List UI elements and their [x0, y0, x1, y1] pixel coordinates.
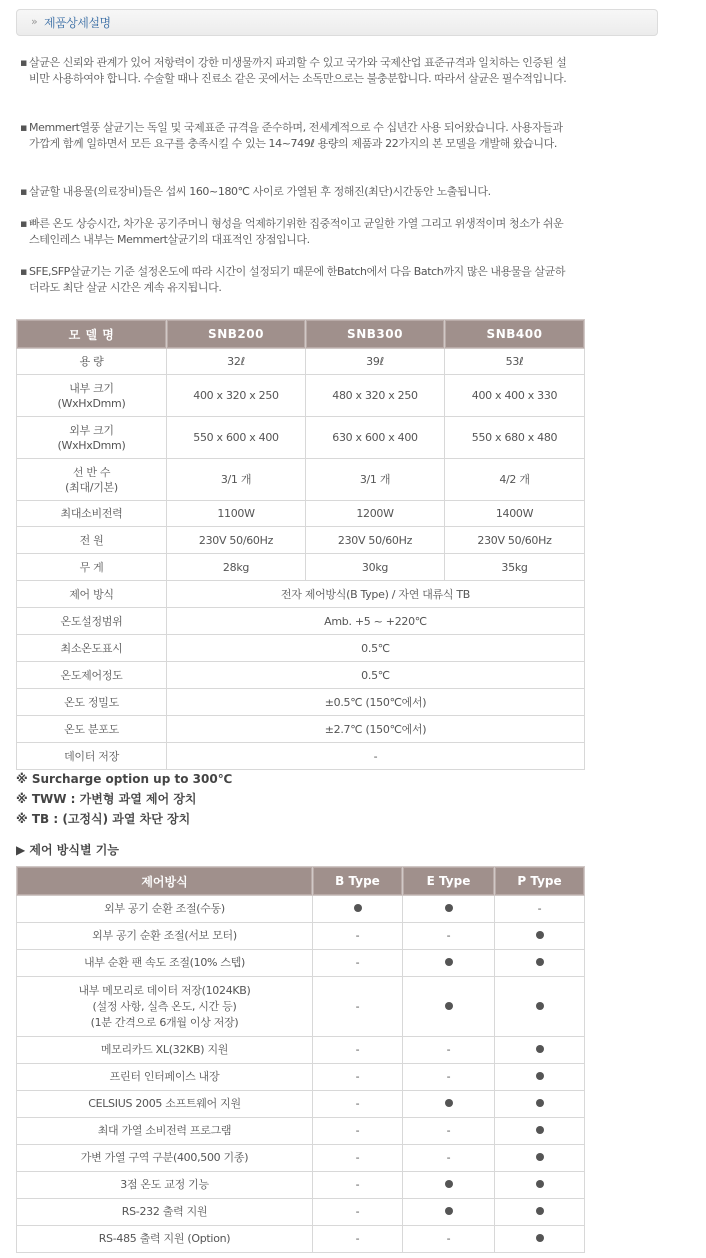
spec-header-cell: 모 델 명: [17, 320, 167, 349]
filled-circle-icon: [536, 1207, 544, 1215]
spec-cell: 230V 50/60Hz: [167, 527, 306, 554]
unsupported-cell: -: [313, 1037, 403, 1064]
spec-cell: -: [167, 743, 585, 770]
spec-cell: 1100W: [167, 501, 306, 527]
control-row: [17, 1199, 585, 1226]
control-row: [17, 1118, 585, 1145]
control-header-cell: B Type: [313, 867, 403, 896]
description-paragraph: ▪ 살균은 신뢰와 관계가 있어 저항력이 강한 미생물까지 파괴할 수 있고 국가와 국제산업 표준규격과 일치하는 인증된 설비만 사용하여야 합니다. 수술할 때나 진료소 같은 곳에서는 소독만으로는 불충분합니다. 따라서 살균은 필수적입니다.: [20, 56, 567, 85]
filled-circle-icon: [536, 1072, 544, 1080]
spec-header-cell: SNB300: [306, 320, 445, 349]
control-table: [16, 866, 585, 1253]
spec-row-label: 제어 방식: [17, 581, 167, 608]
control-row: [17, 1091, 585, 1118]
filled-circle-icon: [536, 1180, 544, 1188]
supported-cell: [403, 1199, 495, 1226]
spec-row-label: 전 원: [17, 527, 167, 554]
spec-cell: 630 x 600 x 400: [306, 417, 445, 459]
spec-cell: 30kg: [306, 554, 445, 581]
description-paragraph: ▪ 살균할 내용물(의료장비)들은 섭씨 160~180℃ 사이로 가열된 후 정해진(최단)시간동안 노출됩니다.: [20, 185, 491, 198]
control-row: [17, 923, 585, 950]
spec-cell: 32ℓ: [167, 349, 306, 375]
control-header-row: [17, 867, 585, 896]
control-row: [17, 896, 585, 923]
supported-cell: [495, 1172, 585, 1199]
control-row: [17, 1226, 585, 1253]
spec-cell: 0.5℃: [167, 662, 585, 689]
unsupported-cell: -: [403, 1118, 495, 1145]
supported-cell: [403, 950, 495, 977]
unsupported-cell: -: [313, 977, 403, 1037]
unsupported-cell: -: [403, 1145, 495, 1172]
bullet-icon: ▪: [20, 56, 28, 69]
filled-circle-icon: [445, 1099, 453, 1107]
supported-cell: [495, 950, 585, 977]
supported-cell: [495, 1091, 585, 1118]
control-row: [17, 950, 585, 977]
control-row-label: 내부 메모리로 데이터 저장(1024KB) (설정 사항, 실측 온도, 시간 등) (1분 간격으로 6개월 이상 저장): [17, 977, 313, 1037]
note-item: ※ Surcharge option up to 300℃: [16, 772, 233, 786]
spec-cell: 3/1 개: [306, 459, 445, 501]
description-paragraph: ▪ SFE,SFP살균기는 기준 설정온도에 따라 시간이 설정되기 때문에 한Batch에서 다음 Batch까지 많은 내용물을 살균하더라도 최단 살균 시간은 계속 유지됩니다.: [20, 265, 566, 294]
unsupported-cell: -: [313, 1199, 403, 1226]
spec-row: [17, 459, 585, 501]
description-paragraph: ▪ Memmert열풍 살균기는 독일 및 국제표준 규격을 준수하며, 전세계적으로 수 십년간 사용 되어왔습니다. 사용자들과 가깝게 함께 일하면서 모든 요구를 충족시킬 수 있는 14~749ℓ 용량의 제품과 22가지의 본 모델을 개발해 왔습니다.: [20, 121, 563, 150]
filled-circle-icon: [445, 1207, 453, 1215]
section-title: 제품상세설명: [44, 16, 111, 30]
filled-circle-icon: [445, 1002, 453, 1010]
spec-cell: 1400W: [445, 501, 585, 527]
supported-cell: [403, 977, 495, 1037]
spec-header-cell: SNB400: [445, 320, 585, 349]
control-row-label: 메모리카드 XL(32KB) 지원: [17, 1037, 313, 1064]
control-row-label: 최대 가열 소비전력 프로그램: [17, 1118, 313, 1145]
spec-row-label: 최소온도표시: [17, 635, 167, 662]
filled-circle-icon: [536, 1002, 544, 1010]
spec-row: [17, 662, 585, 689]
control-row-label: 내부 순환 팬 속도 조절(10% 스텝): [17, 950, 313, 977]
control-header-cell: P Type: [495, 867, 585, 896]
double-chevron-icon: »: [31, 15, 38, 28]
control-section-title: ▶ 제어 방식별 기능: [16, 843, 119, 857]
filled-circle-icon: [536, 958, 544, 966]
spec-cell: ±2.7℃ (150℃에서): [167, 716, 585, 743]
unsupported-cell: -: [313, 1145, 403, 1172]
spec-cell: Amb. +5 ~ +220℃: [167, 608, 585, 635]
unsupported-cell: -: [403, 1226, 495, 1253]
unsupported-cell: -: [403, 1037, 495, 1064]
filled-circle-icon: [536, 1153, 544, 1161]
spec-row: [17, 417, 585, 459]
bullet-icon: ▪: [20, 121, 28, 134]
spec-cell: 1200W: [306, 501, 445, 527]
spec-cell: 0.5℃: [167, 635, 585, 662]
supported-cell: [495, 923, 585, 950]
spec-row: [17, 527, 585, 554]
control-row-label: 가변 가열 구역 구분(400,500 기종): [17, 1145, 313, 1172]
note-item: ※ TWW : 가변형 과열 제어 장치: [16, 792, 197, 806]
spec-cell: 230V 50/60Hz: [445, 527, 585, 554]
spec-table: [16, 319, 585, 770]
spec-cell: ±0.5℃ (150℃에서): [167, 689, 585, 716]
control-row: [17, 1172, 585, 1199]
spec-row: [17, 349, 585, 375]
spec-row: [17, 689, 585, 716]
supported-cell: [495, 1064, 585, 1091]
filled-circle-icon: [536, 1045, 544, 1053]
spec-header-cell: SNB200: [167, 320, 306, 349]
control-row: [17, 1064, 585, 1091]
spec-cell: 39ℓ: [306, 349, 445, 375]
supported-cell: [495, 1199, 585, 1226]
spec-cell: 53ℓ: [445, 349, 585, 375]
spec-row-label: 선 반 수 (최대/기본): [17, 459, 167, 501]
spec-cell: 400 x 400 x 330: [445, 375, 585, 417]
bullet-icon: ▪: [20, 217, 28, 230]
control-row: [17, 1145, 585, 1172]
spec-header-row: [17, 320, 585, 349]
unsupported-cell: -: [403, 923, 495, 950]
filled-circle-icon: [445, 958, 453, 966]
spec-row-label: 데이터 저장: [17, 743, 167, 770]
unsupported-cell: -: [313, 950, 403, 977]
spec-cell: 230V 50/60Hz: [306, 527, 445, 554]
spec-row: [17, 501, 585, 527]
unsupported-cell: -: [495, 896, 585, 923]
filled-circle-icon: [536, 1234, 544, 1242]
filled-circle-icon: [354, 904, 362, 912]
filled-circle-icon: [536, 1099, 544, 1107]
spec-row: [17, 608, 585, 635]
spec-row: [17, 635, 585, 662]
supported-cell: [495, 1226, 585, 1253]
spec-row-label: 내부 크기 (WxHxDmm): [17, 375, 167, 417]
spec-cell: 3/1 개: [167, 459, 306, 501]
filled-circle-icon: [445, 1180, 453, 1188]
filled-circle-icon: [536, 1126, 544, 1134]
supported-cell: [403, 1091, 495, 1118]
control-header-cell: E Type: [403, 867, 495, 896]
spec-row: [17, 554, 585, 581]
spec-cell: 400 x 320 x 250: [167, 375, 306, 417]
unsupported-cell: -: [313, 1226, 403, 1253]
supported-cell: [495, 1145, 585, 1172]
spec-row-label: 최대소비전력: [17, 501, 167, 527]
control-row-label: CELSIUS 2005 소프트웨어 지원: [17, 1091, 313, 1118]
unsupported-cell: -: [313, 1091, 403, 1118]
spec-cell: 전자 제어방식(B Type) / 자연 대류식 TB: [167, 581, 585, 608]
unsupported-cell: -: [313, 1118, 403, 1145]
spec-row-label: 용 량: [17, 349, 167, 375]
spec-cell: 28kg: [167, 554, 306, 581]
spec-row-label: 외부 크기 (WxHxDmm): [17, 417, 167, 459]
notes: [16, 769, 232, 829]
filled-circle-icon: [445, 904, 453, 912]
supported-cell: [403, 896, 495, 923]
spec-cell: 480 x 320 x 250: [306, 375, 445, 417]
control-header-cell: 제어방식: [17, 867, 313, 896]
spec-row-label: 온도 분포도: [17, 716, 167, 743]
control-row: [17, 977, 585, 1037]
supported-cell: [495, 1118, 585, 1145]
spec-row-label: 온도 정밀도: [17, 689, 167, 716]
unsupported-cell: -: [313, 1172, 403, 1199]
control-row-label: RS-485 출력 지원 (Option): [17, 1226, 313, 1253]
spec-row-label: 무 게: [17, 554, 167, 581]
section-header: [16, 9, 658, 36]
control-row-label: 외부 공기 순환 조절(서보 모터): [17, 923, 313, 950]
bullet-icon: ▪: [20, 265, 28, 278]
description-paragraph: ▪ 빠른 온도 상승시간, 차가운 공기주머니 형성을 억제하기위한 집중적이고 균일한 가열 그리고 위생적이며 청소가 쉬운 스테인레스 내부는 Memmert살균기의 대표적인 장점입니다.: [20, 217, 564, 246]
bullet-icon: ▪: [20, 185, 28, 198]
supported-cell: [495, 1037, 585, 1064]
filled-circle-icon: [536, 931, 544, 939]
control-row-label: RS-232 출력 지원: [17, 1199, 313, 1226]
spec-row-label: 온도제어정도: [17, 662, 167, 689]
note-item: ※ TB : (고정식) 과열 차단 장치: [16, 812, 191, 826]
supported-cell: [403, 1172, 495, 1199]
spec-row: [17, 581, 585, 608]
control-row-label: 프린터 인터페이스 내장: [17, 1064, 313, 1091]
unsupported-cell: -: [313, 1064, 403, 1091]
unsupported-cell: -: [403, 1064, 495, 1091]
spec-cell: 35kg: [445, 554, 585, 581]
supported-cell: [495, 977, 585, 1037]
spec-row: [17, 716, 585, 743]
spec-row: [17, 375, 585, 417]
control-row-label: 외부 공기 순환 조절(수동): [17, 896, 313, 923]
control-row-label: 3점 온도 교정 기능: [17, 1172, 313, 1199]
spec-cell: 550 x 680 x 480: [445, 417, 585, 459]
spec-cell: 550 x 600 x 400: [167, 417, 306, 459]
supported-cell: [313, 896, 403, 923]
spec-cell: 4/2 개: [445, 459, 585, 501]
unsupported-cell: -: [313, 923, 403, 950]
spec-row: [17, 743, 585, 770]
spec-row-label: 온도설정범위: [17, 608, 167, 635]
control-row: [17, 1037, 585, 1064]
